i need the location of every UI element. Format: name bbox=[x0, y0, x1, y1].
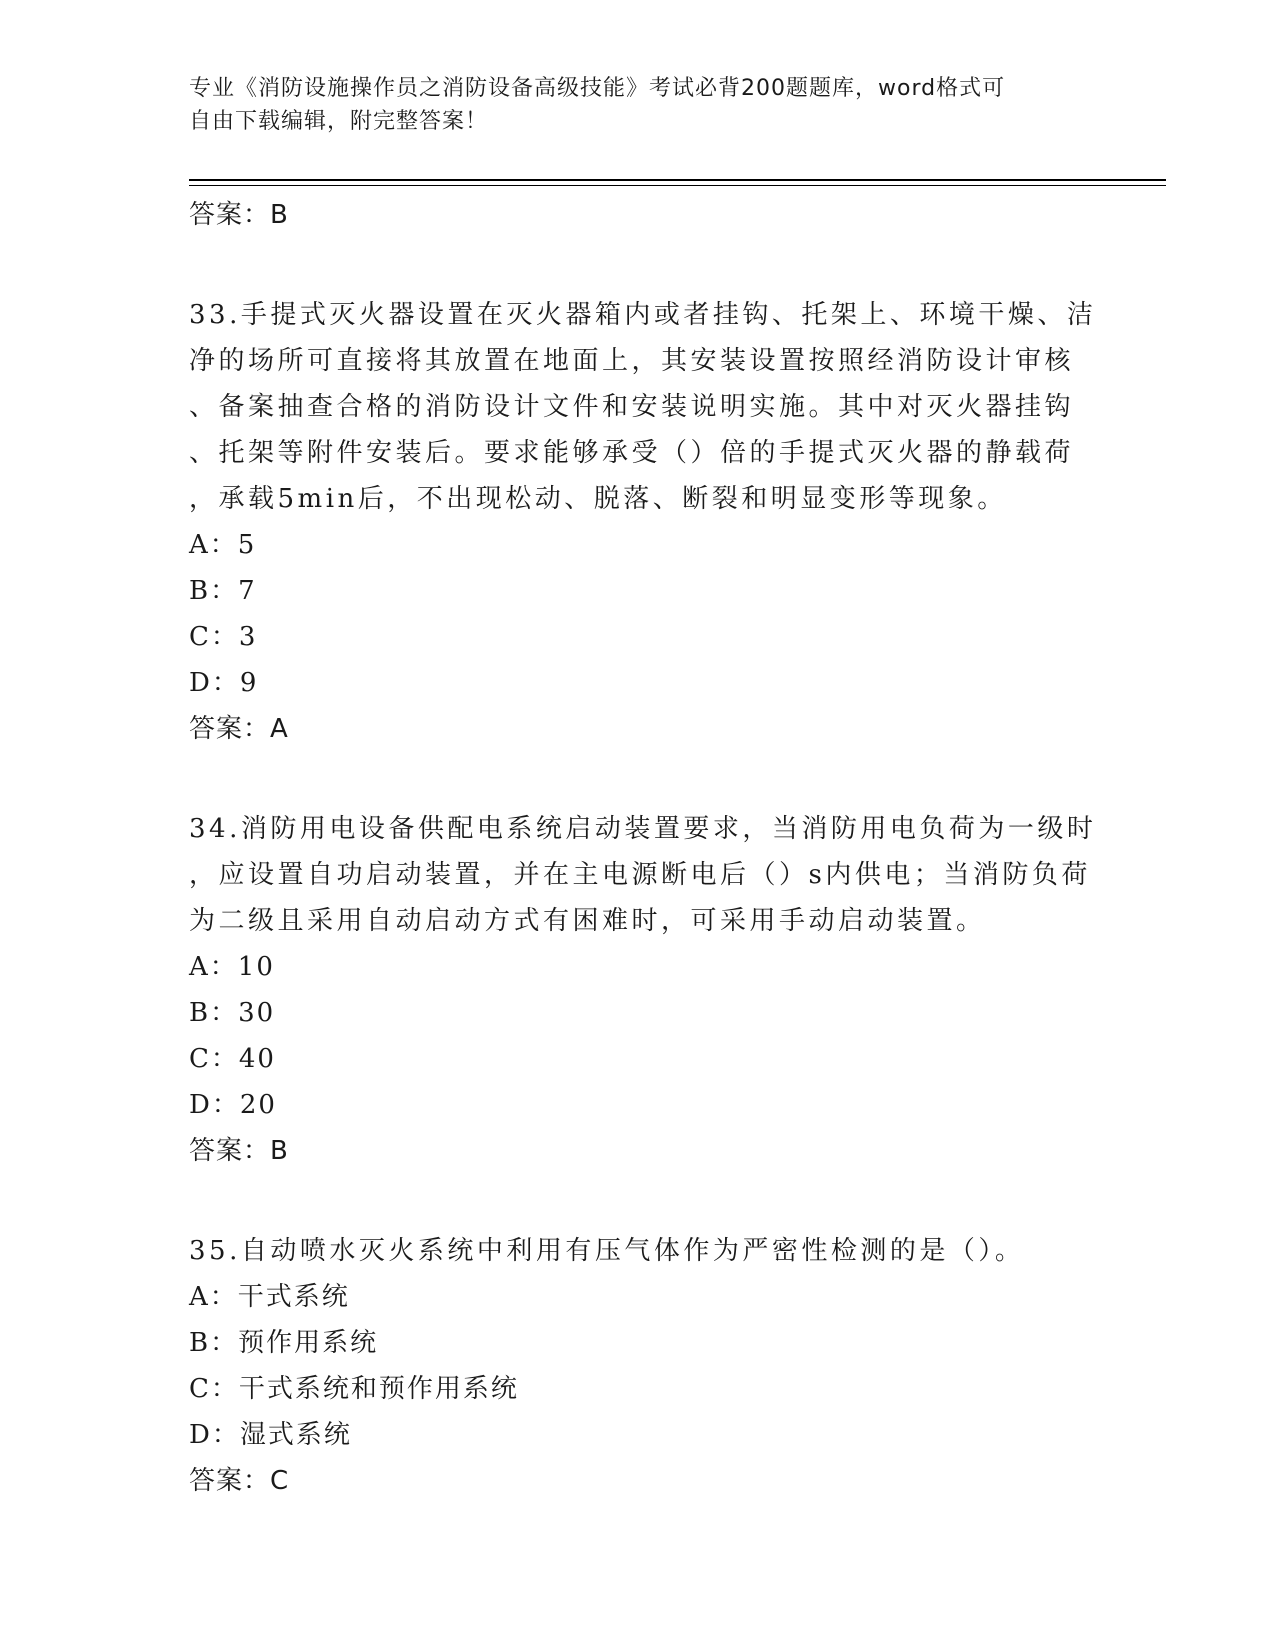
question-text-line: 、托架等附件安装后。要求能够承受（）倍的手提式灭火器的静载荷 bbox=[189, 438, 1075, 468]
question-text-line: 35.自动喷水灭火系统中利用有压气体作为严密性检测的是（）。 bbox=[189, 1236, 1025, 1266]
question-text-line: ，承载5min后，不出现松动、脱落、断裂和明显变形等现象。 bbox=[189, 484, 1007, 514]
option-c: C：干式系统和预作用系统 bbox=[189, 1374, 519, 1404]
option-b: B：预作用系统 bbox=[189, 1328, 379, 1358]
header-line-2: 自由下载编辑，附完整答案！ bbox=[189, 109, 489, 134]
answer: 答案：A bbox=[189, 714, 289, 744]
option-d: D：湿式系统 bbox=[189, 1420, 352, 1450]
header-rule-thick bbox=[189, 179, 1166, 181]
option-a: A：5 bbox=[189, 530, 257, 560]
option-b: B：7 bbox=[189, 576, 257, 606]
question-33 bbox=[189, 292, 1109, 752]
option-c: C：40 bbox=[189, 1044, 276, 1074]
question-list bbox=[189, 192, 1109, 1504]
option-c: C：3 bbox=[189, 622, 258, 652]
option-d: D：9 bbox=[189, 668, 259, 698]
previous-answer: 答案：B bbox=[189, 200, 289, 230]
question-text-line: 净的场所可直接将其放置在地面上，其安装设置按照经消防设计审核 bbox=[189, 346, 1075, 376]
option-a: A：10 bbox=[189, 952, 275, 982]
question-text-line: ，应设置自功启动装置，并在主电源断电后（）s内供电；当消防负荷 bbox=[189, 860, 1091, 890]
header-line-1: 专业《消防设施操作员之消防设备高级技能》考试必背200题题库，word格式可 bbox=[189, 76, 1006, 101]
spacer bbox=[189, 238, 1109, 292]
question-text-line: 34.消防用电设备供配电系统启动装置要求，当消防用电负荷为一级时 bbox=[189, 814, 1097, 844]
question-35 bbox=[189, 1228, 1109, 1504]
option-a: A：干式系统 bbox=[189, 1282, 350, 1312]
option-b: B：30 bbox=[189, 998, 276, 1028]
option-d: D：20 bbox=[189, 1090, 277, 1120]
question-text-line: 33.手提式灭火器设置在灭火器箱内或者挂钩、托架上、环境干燥、洁 bbox=[189, 300, 1097, 330]
spacer bbox=[189, 752, 1109, 806]
question-text-line: 、备案抽查合格的消防设计文件和安装说明实施。其中对灭火器挂钩 bbox=[189, 392, 1075, 422]
spacer bbox=[189, 1174, 1109, 1228]
header-rule-thin bbox=[189, 185, 1166, 186]
question-34 bbox=[189, 806, 1109, 1174]
answer: 答案：B bbox=[189, 1136, 289, 1166]
question-text-line: 为二级且采用自动启动方式有困难时，可采用手动启动装置。 bbox=[189, 906, 986, 936]
document-header bbox=[189, 72, 1089, 138]
answer: 答案：C bbox=[189, 1466, 290, 1496]
